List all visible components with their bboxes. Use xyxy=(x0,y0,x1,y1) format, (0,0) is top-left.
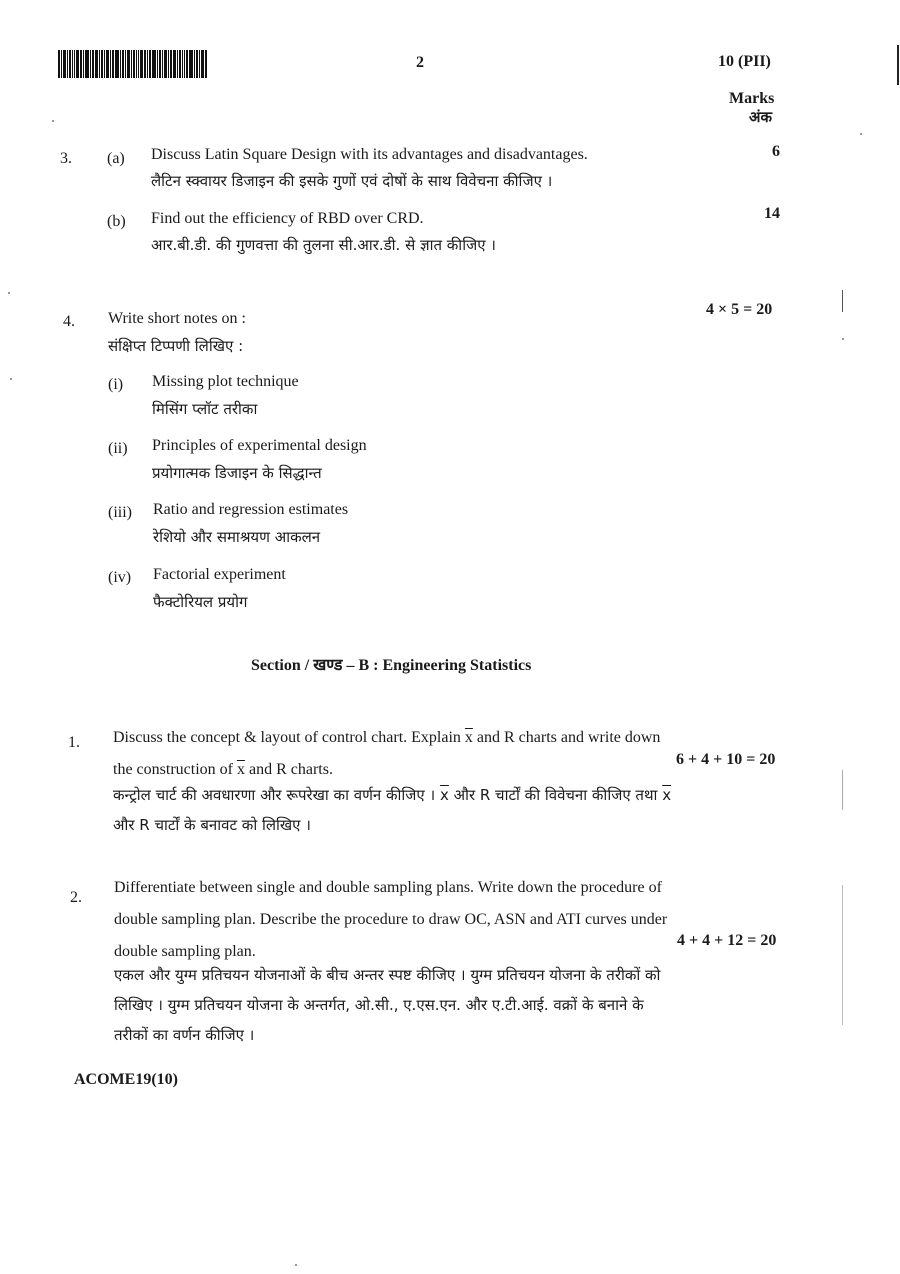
list-item-hindi: मिसिंग प्लॉट तरीका xyxy=(152,400,258,418)
scan-speck xyxy=(8,292,10,294)
list-item-text: Ratio and regression estimates xyxy=(153,501,349,518)
section-b-question-2-hindi-2: लिखिए । युग्म प्रतिचयन योजना के अन्तर्गत, ओ.सी., ए.एस.एन. और ए.टी.आई. वक्रों के बनाने के xyxy=(114,996,644,1014)
question-3-number: 3. xyxy=(60,150,72,167)
marks-heading-hindi: अंक xyxy=(749,108,772,126)
question-4-number: 4. xyxy=(63,313,75,330)
section-b-question-1-line-1: Discuss the concept & layout of control chart. Explain $\overline{x}$ and R charts and write down xyxy=(113,729,661,746)
scan-edge-mark xyxy=(842,770,843,810)
scan-speck xyxy=(860,133,862,135)
x-bar-symbol: $\overline{x}$ xyxy=(464,729,473,746)
scan-speck xyxy=(10,378,12,380)
list-item-hindi: प्रयोगात्मक डिजाइन के सिद्धान्त xyxy=(152,464,322,482)
question-3b-marks: 14 xyxy=(764,205,780,222)
list-item-text: Principles of experimental design xyxy=(152,437,367,454)
footer-paper-code: ACOME19(10) xyxy=(74,1071,178,1088)
list-item-label: (i) xyxy=(108,376,124,393)
section-b-question-2-line-1: Differentiate between single and double sampling plans. Write down the procedure of xyxy=(114,879,662,896)
x-bar-symbol: $\overline{x}$ xyxy=(439,786,449,804)
list-item-text: Factorial experiment xyxy=(153,566,286,583)
section-b-question-2-hindi-1: एकल और युग्म प्रतिचयन योजनाओं के बीच अन्तर स्पष्ट कीजिए । युग्म प्रतिचयन योजना के तरीकों को xyxy=(114,966,661,984)
question-3a-hindi: लैटिन स्क्वायर डिजाइन की इसके गुणों एवं दोषों के साथ विवेचना कीजिए । xyxy=(151,172,553,190)
question-3a-text: Discuss Latin Square Design with its advantages and disadvantages. xyxy=(151,146,588,163)
scan-speck xyxy=(295,1264,297,1266)
list-item-label: (iv) xyxy=(108,569,132,586)
scan-speck xyxy=(842,338,844,340)
scan-edge-mark xyxy=(842,290,843,312)
section-b-question-2-hindi-3: तरीकों का वर्णन कीजिए । xyxy=(114,1026,255,1044)
page-number: 2 xyxy=(416,54,424,71)
scan-edge-line xyxy=(897,45,899,85)
x-bar-symbol: $\overline{x}$ xyxy=(662,786,672,804)
question-3b-hindi: आर.बी.डी. की गुणवत्ता की तुलना सी.आर.डी. से ज्ञात कीजिए । xyxy=(151,236,496,254)
scan-speck xyxy=(52,120,54,122)
section-b-question-1-hindi-1: कन्ट्रोल चार्ट की अवधारणा और रूपरेखा का वर्णन कीजिए । $\overline{x}$ और R चार्टों की विवेचना कीजिए तथा $\overline{x}$ xyxy=(113,786,672,804)
section-b-question-1-marks: 6 + 4 + 10 = 20 xyxy=(676,751,776,768)
barcode xyxy=(58,50,248,78)
list-item-text: Missing plot technique xyxy=(152,373,299,390)
section-b-question-1-number: 1. xyxy=(68,734,80,751)
question-3a-marks: 6 xyxy=(772,143,780,160)
question-4-marks: 4 × 5 = 20 xyxy=(706,301,773,318)
section-heading: Section / खण्ड – B : Engineering Statistics xyxy=(251,657,532,674)
section-b-question-2-number: 2. xyxy=(70,889,82,906)
section-b-question-2-line-3: double sampling plan. xyxy=(114,943,256,960)
question-3b-label: (b) xyxy=(107,213,126,230)
section-b-question-1-line-2: the construction of $\overline{x}$ and R charts. xyxy=(113,761,333,778)
paper-code: 10 (PII) xyxy=(718,53,771,70)
section-b-question-1-hindi-2: और R चार्टों के बनावट को लिखिए । xyxy=(113,816,311,834)
list-item-label: (ii) xyxy=(108,440,128,457)
list-item-label: (iii) xyxy=(108,504,132,521)
question-3a-label: (a) xyxy=(107,150,125,167)
scan-edge-mark xyxy=(842,885,843,1025)
section-b-question-2-line-2: double sampling plan. Describe the procedure to draw OC, ASN and ATI curves under xyxy=(114,911,668,928)
marks-heading: Marks xyxy=(729,90,775,107)
question-4-text: Write short notes on : xyxy=(108,310,246,327)
question-3b-text: Find out the efficiency of RBD over CRD. xyxy=(151,210,424,227)
list-item-hindi: फैक्टोरियल प्रयोग xyxy=(153,593,248,611)
section-b-question-2-marks: 4 + 4 + 12 = 20 xyxy=(677,932,777,949)
list-item-hindi: रेशियो और समाश्रयण आकलन xyxy=(153,528,321,546)
x-bar-symbol: $\overline{x}$ xyxy=(236,761,245,778)
question-4-hindi: संक्षिप्त टिप्पणी लिखिए : xyxy=(108,337,244,355)
